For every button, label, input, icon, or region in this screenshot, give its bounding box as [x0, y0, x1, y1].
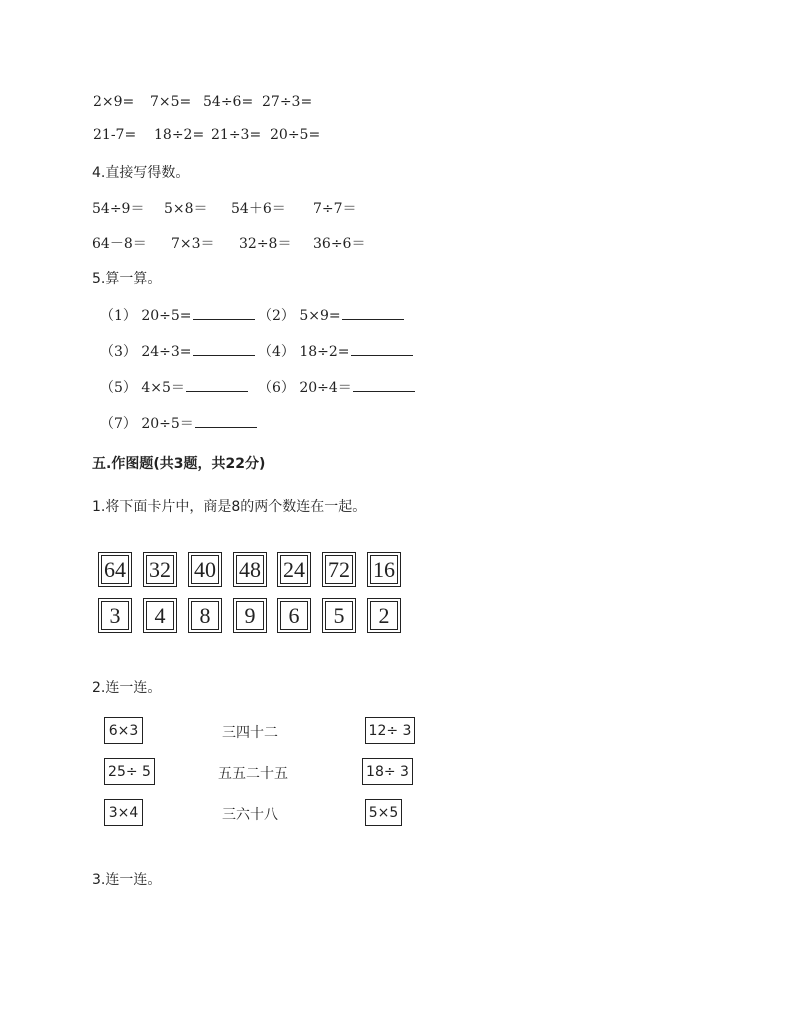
number-card[interactable]: 64	[98, 552, 132, 587]
fill-blank-item	[100, 341, 255, 361]
answer-blank[interactable]	[186, 377, 248, 392]
item-text: （3） 24÷3=	[100, 344, 192, 360]
number-card[interactable]: 3	[98, 598, 132, 633]
match-text-middle[interactable]: 三六十八	[222, 807, 278, 823]
match-box-left[interactable]: 3×4	[104, 799, 143, 826]
answer-blank[interactable]	[353, 377, 415, 392]
number-card[interactable]: 8	[188, 598, 222, 633]
fill-blank-item	[100, 305, 255, 325]
number-card[interactable]: 9	[233, 598, 267, 633]
expression: 2×9=	[93, 94, 135, 110]
expression: 7×3＝	[171, 236, 215, 252]
expression: 7÷7＝	[313, 201, 357, 217]
expression: 54＋6＝	[231, 201, 286, 217]
question-title: 5.算一算。	[92, 271, 162, 287]
expression: 27÷3=	[262, 94, 313, 110]
answer-blank[interactable]	[342, 305, 404, 320]
fill-blank-item	[258, 377, 415, 397]
expression: 54÷6=	[203, 94, 254, 110]
fill-blank-item	[100, 413, 257, 433]
question-title: 4.直接写得数。	[92, 165, 190, 181]
match-text-middle[interactable]: 五五二十五	[218, 766, 288, 782]
number-card[interactable]: 72	[322, 552, 356, 587]
number-card[interactable]: 6	[277, 598, 311, 633]
item-text: （6） 20÷4＝	[258, 380, 352, 396]
expression: 5×8＝	[164, 201, 208, 217]
item-text: （1） 20÷5=	[100, 308, 192, 324]
expression: 7×5=	[150, 94, 192, 110]
number-card[interactable]: 48	[233, 552, 267, 587]
answer-blank[interactable]	[351, 341, 413, 356]
match-box-left[interactable]: 6×3	[104, 717, 143, 744]
match-box-left[interactable]: 25÷ 5	[104, 758, 155, 785]
question-title: 3.连一连。	[92, 872, 162, 888]
number-card[interactable]: 32	[143, 552, 177, 587]
answer-blank[interactable]	[193, 305, 255, 320]
item-text: （7） 20÷5＝	[100, 416, 194, 432]
number-card[interactable]: 40	[188, 552, 222, 587]
expression: 36÷6＝	[313, 236, 366, 252]
expression: 21-7=	[93, 127, 137, 143]
fill-blank-item	[258, 341, 413, 361]
number-card[interactable]: 2	[367, 598, 401, 633]
item-text: （4） 18÷2=	[258, 344, 350, 360]
expression: 18÷2=	[154, 127, 205, 143]
item-text: （2） 5×9=	[258, 308, 341, 324]
match-box-right[interactable]: 5×5	[365, 799, 402, 826]
number-card[interactable]: 5	[322, 598, 356, 633]
question-title: 2.连一连。	[92, 680, 162, 696]
number-card[interactable]: 24	[277, 552, 311, 587]
expression: 64－8＝	[92, 236, 147, 252]
expression: 20÷5=	[270, 127, 321, 143]
number-card[interactable]: 16	[367, 552, 401, 587]
match-text-middle[interactable]: 三四十二	[222, 725, 278, 741]
item-text: （5） 4×5＝	[100, 380, 185, 396]
fill-blank-item	[258, 305, 404, 325]
expression: 54÷9＝	[92, 201, 145, 217]
number-card[interactable]: 4	[143, 598, 177, 633]
question-title: 1.将下面卡片中，商是8的两个数连在一起。	[92, 499, 367, 515]
section-heading: 五.作图题(共3题，共22分)	[92, 456, 266, 472]
expression: 21÷3=	[211, 127, 262, 143]
answer-blank[interactable]	[193, 341, 255, 356]
answer-blank[interactable]	[195, 413, 257, 428]
match-box-right[interactable]: 18÷ 3	[362, 758, 413, 785]
match-box-right[interactable]: 12÷ 3	[365, 717, 415, 744]
fill-blank-item	[100, 377, 248, 397]
expression: 32÷8＝	[239, 236, 292, 252]
